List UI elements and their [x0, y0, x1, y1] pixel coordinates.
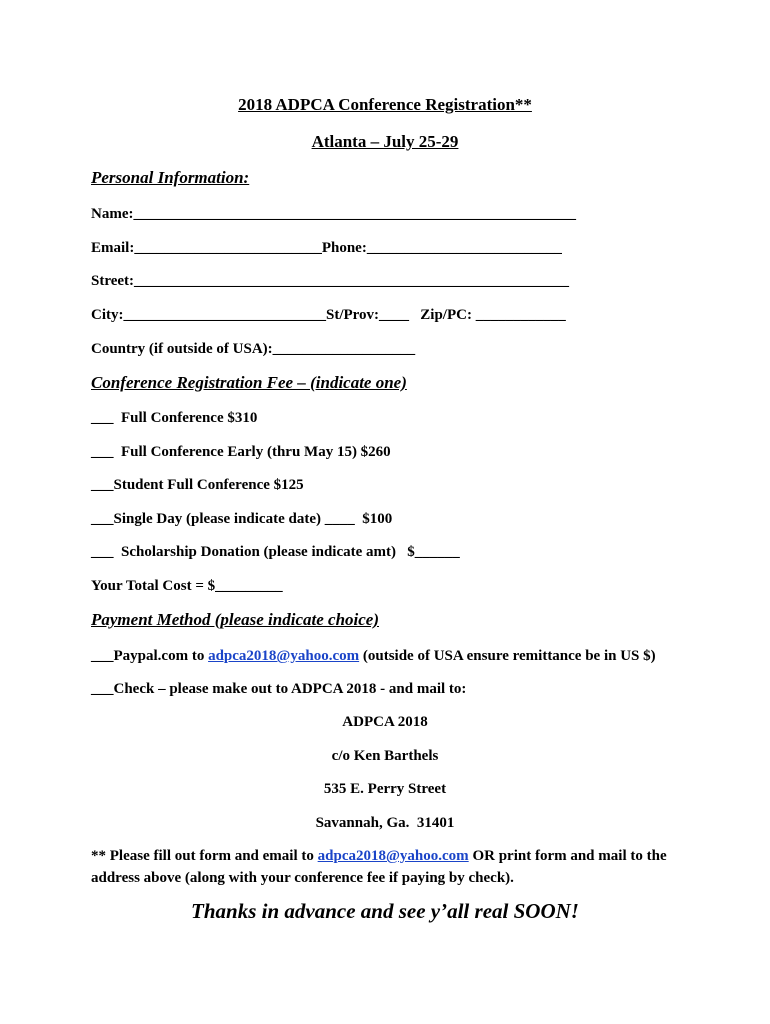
name-field[interactable]: Name:___________________________________________________________: [91, 206, 576, 222]
page-title: 2018 ADPCA Conference Registration**: [238, 95, 532, 114]
payment-heading: Payment Method (please indicate choice): [91, 610, 379, 629]
address-line-city: Savannah, Ga. 31401: [315, 815, 455, 831]
total-cost-field[interactable]: Your Total Cost = $_________: [91, 578, 283, 594]
city-state-zip-field[interactable]: City:___________________________St/Prov:____ Zip/PC: ____________: [91, 307, 566, 323]
street-field[interactable]: Street:__________________________________________________________: [91, 273, 570, 289]
paypal-suffix: (outside of USA ensure remittance be in US $): [359, 648, 656, 664]
fee-option-single-day[interactable]: ___Single Day (please indicate date) ____ $100: [91, 511, 393, 527]
email-phone-field[interactable]: Email:_________________________Phone:__________________________: [91, 240, 562, 256]
instructions-note-line2: address above (along with your conference fee if paying by check).: [91, 870, 514, 886]
address-line-street: 535 E. Perry Street: [323, 781, 447, 797]
address-line-attn: c/o Ken Barthels: [331, 748, 439, 764]
note-prefix: ** Please fill out form and email to: [91, 848, 318, 864]
closing-message: Thanks in advance and see y’all real SOON!: [191, 899, 579, 923]
fee-option-early[interactable]: ___ Full Conference Early (thru May 15) $260: [91, 444, 391, 460]
paypal-prefix: ___Paypal.com to: [91, 648, 209, 664]
personal-info-heading: Personal Information:: [91, 168, 250, 187]
paypal-email-link[interactable]: adpca2018@yahoo.com: [208, 648, 360, 664]
payment-option-check[interactable]: ___Check – please make out to ADPCA 2018 - and mail to:: [91, 681, 467, 697]
instructions-note: [91, 847, 667, 865]
fee-heading: Conference Registration Fee – (indicate one): [91, 373, 407, 392]
note-email-link[interactable]: adpca2018@yahoo.com: [317, 848, 469, 864]
address-line-org: ADPCA 2018: [342, 714, 428, 730]
payment-option-paypal[interactable]: [91, 647, 656, 665]
event-location-date: Atlanta – July 25-29: [311, 132, 459, 151]
fee-option-full[interactable]: ___ Full Conference $310: [91, 410, 258, 426]
country-field[interactable]: Country (if outside of USA):___________________: [91, 341, 416, 357]
fee-option-scholarship[interactable]: ___ Scholarship Donation (please indicate amt) $______: [91, 544, 460, 560]
fee-option-student[interactable]: ___Student Full Conference $125: [91, 477, 304, 493]
note-suffix: OR print form and mail to the: [468, 848, 667, 864]
